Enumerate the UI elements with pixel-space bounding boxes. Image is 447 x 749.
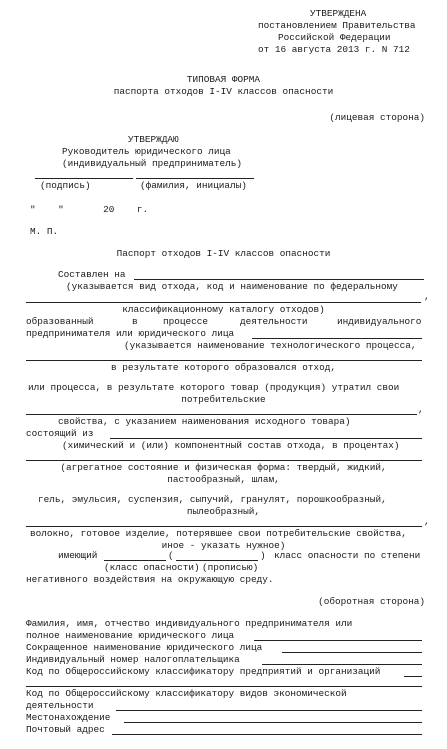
hint-state: волокно, готовое изделие, потерявшее свои потребительские свойства, (30, 528, 407, 539)
form-title: ТИПОВАЯ ФОРМА (186, 74, 261, 85)
impact-text: негативного воздействия на окружающую среду. (26, 574, 274, 585)
entity-field[interactable] (252, 338, 422, 339)
composed-on-label: Составлен на (58, 269, 126, 280)
composition-field[interactable] (110, 438, 422, 439)
hint-state: (агрегатное состояние и физическая форма: твердый, жидкий, (60, 462, 387, 473)
entrepreneur-label: предпринимателя или юридического лица (26, 328, 235, 339)
hint-consumer: потребительские (181, 394, 266, 405)
composition-field-2[interactable] (26, 460, 422, 461)
product-field[interactable] (26, 414, 417, 415)
back-label: Индивидуальный номер налогоплательщика (26, 654, 240, 665)
back-label: Код по Общероссийскому классификатору видов экономической (26, 688, 347, 699)
back-label: Фамилия, имя, отчество индивидуального предпринимателя или (26, 618, 353, 629)
name-line[interactable] (136, 178, 254, 179)
short-name-field[interactable] (282, 652, 422, 653)
postal-field[interactable] (112, 734, 422, 735)
approve-line: Руководитель юридического лица (62, 146, 231, 157)
formed-word: деятельности (240, 316, 308, 327)
class-text: класс опасности по степени (274, 550, 421, 561)
hint-props: свойства, с указанием наименования исходного товара) (58, 416, 351, 427)
back-label: Почтовый адрес (26, 724, 105, 735)
hint-lost: или процесса, в результате которого товар (продукция) утратил свои (28, 382, 400, 393)
hint-state: пастообразный, шлам, (167, 474, 280, 485)
back-label: деятельности (26, 700, 94, 711)
approval-line: постановлением Правительства (258, 20, 416, 31)
hint-state: иное - указать нужное) (161, 540, 286, 551)
inn-field[interactable] (262, 664, 422, 665)
comma: , (424, 516, 430, 527)
comma: , (418, 404, 424, 415)
location-field[interactable] (124, 722, 422, 723)
approve-date: " " 20 г. (30, 204, 149, 215)
okved-field[interactable] (116, 710, 422, 711)
hint-words: (прописью) (202, 562, 259, 573)
having-label: имеющий (58, 550, 98, 561)
entity-name-field[interactable] (254, 640, 422, 641)
hint-state: гель, эмульсия, суспензия, сыпучий, гранулят, порошкообразный, (38, 494, 387, 505)
approve-line: (индивидуальный предприниматель) (62, 158, 243, 169)
form-subtitle: паспорта отходов I-IV классов опасности (113, 86, 334, 97)
signature-hint: (подпись) (40, 180, 91, 191)
waste-field-2[interactable] (26, 302, 421, 303)
approval-date: от 16 августа 2013 г. N 712 (258, 44, 410, 55)
okpo-field-2[interactable] (26, 686, 422, 687)
name-hint: (фамилия, инициалы) (140, 180, 247, 191)
stamp-label: М. П. (30, 226, 59, 237)
approve-heading: УТВЕРЖДАЮ (128, 134, 179, 145)
hint-process: (указывается наименование технологического процесса, (124, 340, 417, 351)
formed-word: процессе (163, 316, 209, 327)
back-label: Код по Общероссийскому классификатору предприятий и организаций (26, 666, 381, 677)
consists-label: состоящий из (26, 428, 94, 439)
approval-title: УТВЕРЖДЕНА (310, 8, 367, 19)
class-field[interactable] (104, 560, 166, 561)
hint-result: в результате которого образовался отход, (110, 362, 337, 373)
class-words-field[interactable] (176, 560, 258, 561)
back-label: Сокращенное наименование юридического лица (26, 642, 263, 653)
passport-title: Паспорт отходов I-IV классов опасности (116, 248, 331, 259)
formed-word: образованный (26, 316, 94, 327)
hint-waste: (указывается вид отхода, код и наименование по федеральному (66, 281, 398, 292)
formed-word: индивидуального (337, 316, 422, 327)
front-side-label: (лицевая сторона) (329, 112, 425, 123)
waste-field[interactable] (134, 279, 424, 280)
formed-word: в (132, 316, 138, 327)
back-label: полное наименование юридического лица (26, 630, 235, 641)
hint-catalog: классификационному каталогу отходов) (122, 304, 325, 315)
okpo-field[interactable] (404, 676, 422, 677)
signature-line[interactable] (35, 178, 133, 179)
back-side-label: (оборотная сторона) (318, 596, 425, 607)
paren: ) (260, 550, 266, 561)
state-field[interactable] (26, 526, 422, 527)
comma: , (424, 291, 430, 302)
hint-state: пылеобразный, (186, 506, 261, 517)
back-label: Местонахождение (26, 712, 111, 723)
approval-line: Российской Федерации (278, 32, 391, 43)
process-field[interactable] (26, 360, 422, 361)
hint-chem: (химический и (или) компонентный состав отхода, в процентах) (62, 440, 400, 451)
paren: ( (168, 550, 174, 561)
hint-class: (класс опасности) (104, 562, 200, 573)
